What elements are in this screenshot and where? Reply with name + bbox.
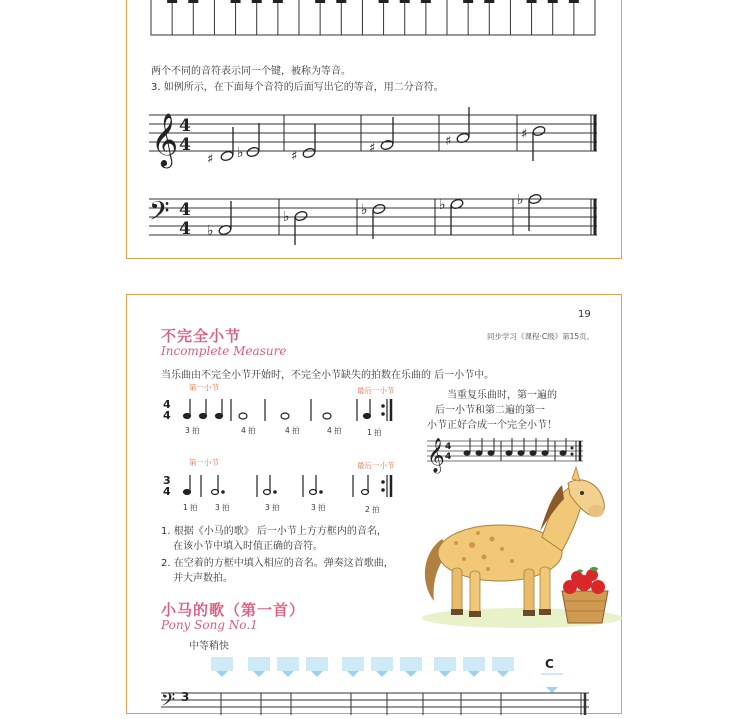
sync-note: 同步学习《课程·C级》第15页。 xyxy=(487,332,595,341)
piano-black-key xyxy=(463,0,473,3)
time-signature-bottom: 4 xyxy=(179,135,191,155)
bass-staff-exercise xyxy=(149,192,599,255)
svg-text:♯: ♯ xyxy=(369,141,376,156)
piano-black-key xyxy=(569,0,579,3)
bass-clef-icon: 𝄢 xyxy=(149,195,170,233)
note-name-box[interactable] xyxy=(371,657,393,671)
exercise-3-instruction: 3. 如例所示，在下面每个音符的后面写出它的等音，用二分音符。 xyxy=(151,82,444,93)
song-title-cn: 小马的歌（第一首） xyxy=(161,601,306,619)
label-first-measure: 第一小节 xyxy=(189,458,219,467)
song-staff xyxy=(161,689,591,719)
note-name-box[interactable] xyxy=(463,657,485,671)
time-signature-top: 4 xyxy=(179,116,191,136)
beat-label: 1 拍 xyxy=(183,503,198,512)
svg-text:♭: ♭ xyxy=(207,223,214,239)
repeat-note-line: 当重复乐曲时，第一遍的 xyxy=(447,390,557,401)
note-name-box[interactable] xyxy=(248,657,270,671)
instruction-1: 1. 根据《小马的歌》 后一小节上方方框内的音名， xyxy=(161,526,387,537)
svg-text:♭: ♭ xyxy=(283,209,290,225)
note-name-box[interactable] xyxy=(211,657,233,671)
note-name-box[interactable] xyxy=(306,657,328,671)
label-last-measure: 最后一小节 xyxy=(357,386,395,395)
instruction-1-cont: 在该小节中填入时值正确的音符。 xyxy=(173,541,323,552)
note-name-box[interactable] xyxy=(277,657,299,671)
svg-text:♯: ♯ xyxy=(445,134,452,149)
rhythm-example-4-4 xyxy=(161,395,411,425)
intro-text: 当乐曲由不完全小节开始时，不完全小节缺失的拍数在乐曲的 后一小节中。 xyxy=(161,370,495,381)
note-name-box[interactable] xyxy=(492,657,514,671)
piano-black-key xyxy=(484,0,494,3)
note-group xyxy=(207,192,542,245)
svg-text:4: 4 xyxy=(445,442,452,452)
svg-text:♭: ♭ xyxy=(439,197,446,213)
beat-label: 3 拍 xyxy=(185,426,200,435)
beat-label: 4 拍 xyxy=(285,426,300,435)
svg-text:♭: ♭ xyxy=(517,192,524,208)
svg-text:♯: ♯ xyxy=(291,149,298,164)
piano-black-key xyxy=(167,0,177,3)
note-name-box[interactable] xyxy=(434,657,456,671)
filled-note-name: C xyxy=(545,657,554,671)
svg-text:♯: ♯ xyxy=(207,152,214,167)
time-sig-bottom: 4 xyxy=(163,409,171,422)
pony-illustration xyxy=(412,473,622,633)
beat-label: 1 拍 xyxy=(367,428,382,437)
workbook-page-top xyxy=(126,0,622,259)
piano-black-key xyxy=(400,0,410,3)
svg-text:3: 3 xyxy=(163,474,171,487)
repeat-example-staff xyxy=(427,435,587,475)
note-name-box[interactable] xyxy=(400,657,422,671)
svg-text:4: 4 xyxy=(179,200,191,220)
label-last-measure: 最后一小节 xyxy=(357,461,395,470)
beat-label: 4 拍 xyxy=(241,426,256,435)
song-time-sig: 3 xyxy=(181,690,190,704)
beat-label: 3 拍 xyxy=(311,503,326,512)
rhythm-example-3-4 xyxy=(161,471,411,501)
section-title-en: Incomplete Measure xyxy=(161,344,287,358)
piano-black-key xyxy=(548,0,558,3)
piano-black-key xyxy=(188,0,198,3)
beat-label: 3 拍 xyxy=(215,503,230,512)
label-first-measure: 第一小节 xyxy=(189,383,219,392)
svg-text:4: 4 xyxy=(163,485,171,498)
note-name-box[interactable] xyxy=(342,657,364,671)
time-sig-top: 4 xyxy=(163,398,171,411)
piano-black-key xyxy=(336,0,346,3)
svg-text:♭: ♭ xyxy=(361,202,368,218)
treble-clef-icon: 𝄞 xyxy=(427,438,445,473)
note-group xyxy=(207,107,546,167)
note-name-marker xyxy=(541,673,563,675)
treble-clef-icon: 𝄞 xyxy=(151,112,179,166)
piano-black-key xyxy=(252,0,262,3)
piano-keyboard xyxy=(151,0,597,37)
beat-label: 3 拍 xyxy=(265,503,280,512)
svg-text:4: 4 xyxy=(445,452,452,462)
repeat-note-line: 小节正好合成一个完全小节！ xyxy=(427,420,557,431)
svg-text:♭: ♭ xyxy=(237,145,244,161)
svg-text:♯: ♯ xyxy=(521,127,528,142)
piano-black-key xyxy=(379,0,389,3)
section-title-cn: 不完全小节 xyxy=(161,327,242,345)
piano-black-key xyxy=(421,0,431,3)
piano-black-key xyxy=(527,0,537,3)
page-number: 19 xyxy=(578,309,591,320)
beat-label: 4 拍 xyxy=(327,426,342,435)
tempo-marking: 中等稍快 xyxy=(189,641,229,652)
instruction-2: 2. 在空着的方框中填入相应的音名。弹奏这首歌曲， xyxy=(161,558,394,569)
bass-clef-icon: 𝄢 xyxy=(161,690,176,715)
treble-staff-exercise xyxy=(149,111,599,171)
piano-black-key xyxy=(231,0,241,3)
svg-text:4: 4 xyxy=(179,219,191,239)
piano-black-key xyxy=(315,0,325,3)
song-title-en: Pony Song No.1 xyxy=(161,618,258,632)
repeat-note-line: 后一小节和第二遍的第一 xyxy=(435,405,545,416)
workbook-page-19 xyxy=(126,294,622,714)
piano-black-key xyxy=(273,0,283,3)
beat-label: 2 拍 xyxy=(365,505,380,514)
enharmonic-definition: 两个不同的音符表示同一个键，被称为等音。 xyxy=(151,66,351,77)
instruction-2-cont: 并大声数拍。 xyxy=(173,573,233,584)
